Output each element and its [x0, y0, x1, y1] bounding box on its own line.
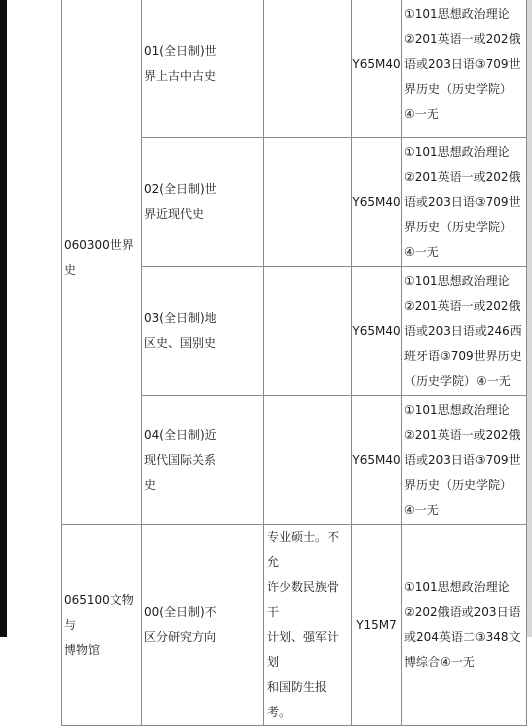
quota-cell: Y65M40 [352, 396, 402, 525]
note-cell [264, 0, 352, 138]
note-cell [264, 396, 352, 525]
note-cell: 专业硕士。不允 许少数民族骨干 计划、强军计划 和国防生报考。 [264, 525, 352, 726]
note-cell [264, 267, 352, 396]
direction-cell: 01(全日制)世 界上古中古史 [142, 0, 264, 138]
admissions-table [61, 0, 527, 726]
direction-cell: 00(全日制)不 区分研究方向 [142, 525, 264, 726]
exam-subjects-cell: ①101思想政治理论 ②201英语一或202俄 语或203日语或246西 班牙语③709世界历史 （历史学院）④一无 [402, 267, 527, 396]
table-row [62, 0, 527, 138]
quota-cell: Y65M40 [352, 267, 402, 396]
exam-subjects-cell: ①101思想政治理论 ②202俄语或203日语 或204英语二③348文 博综合④一无 [402, 525, 527, 726]
quota-cell: Y65M40 [352, 0, 402, 138]
left-border-bar [0, 0, 7, 637]
direction-cell: 03(全日制)地 区史、国别史 [142, 267, 264, 396]
quota-cell: Y15M7 [352, 525, 402, 726]
direction-cell: 04(全日制)近 现代国际关系 史 [142, 396, 264, 525]
note-cell [264, 138, 352, 267]
major-cell: 065100文物与 博物馆 [62, 525, 142, 726]
direction-cell: 02(全日制)世 界近现代史 [142, 138, 264, 267]
quota-cell: Y65M40 [352, 138, 402, 267]
exam-subjects-cell: ①101思想政治理论 ②201英语一或202俄 语或203日语③709世 界历史（历史学院） ④一无 [402, 396, 527, 525]
exam-subjects-cell: ①101思想政治理论 ②201英语一或202俄 语或203日语③709世 界历史（历史学院） ④一无 [402, 138, 527, 267]
major-cell: 060300世界史 [62, 0, 142, 525]
exam-subjects-cell: ①101思想政治理论 ②201英语一或202俄 语或203日语③709世 界历史（历史学院） ④一无 [402, 0, 527, 138]
table-row [62, 525, 527, 726]
